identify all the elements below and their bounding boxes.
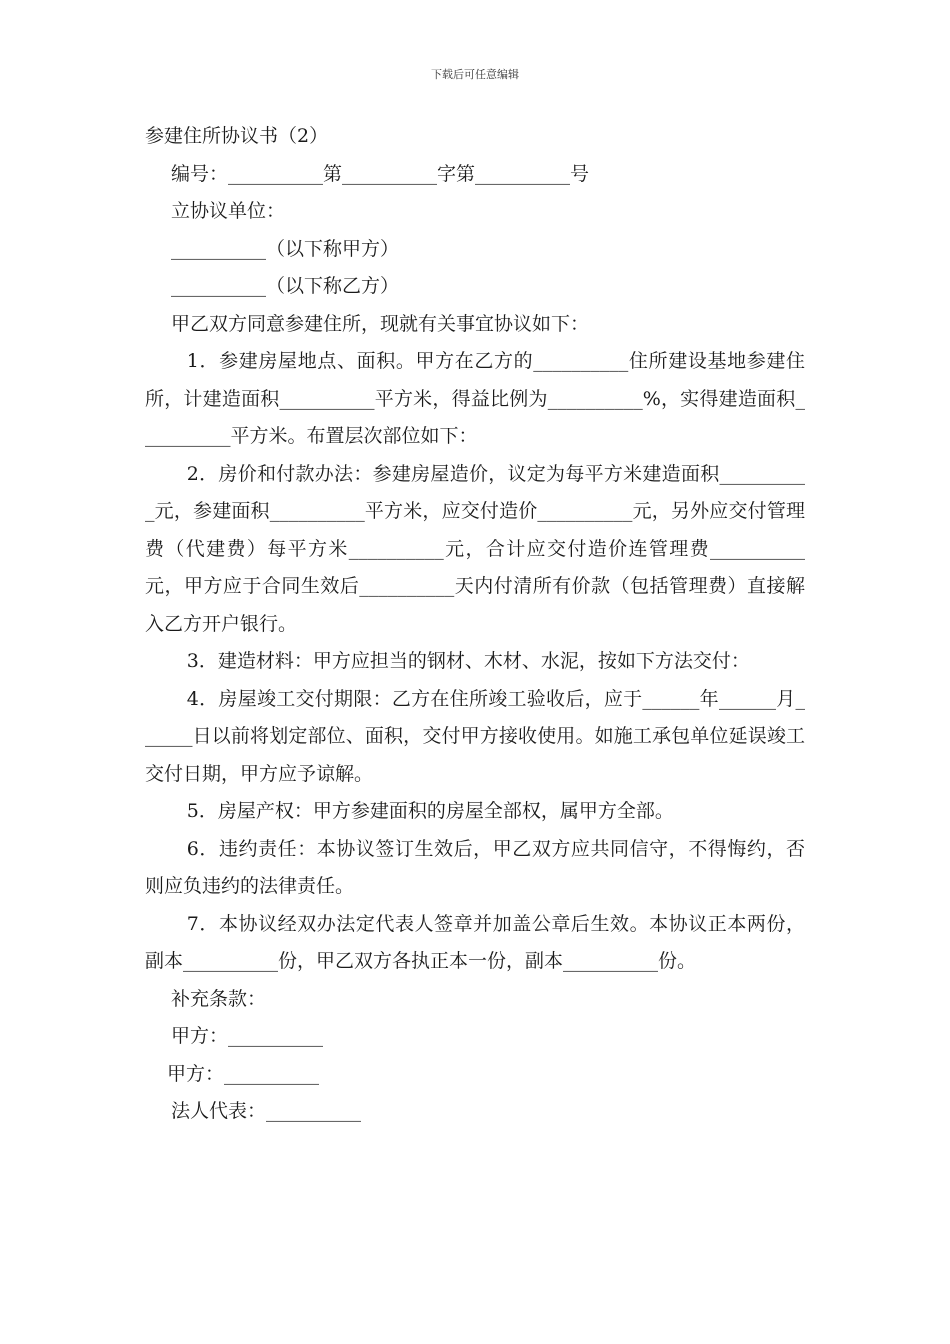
signature-party-a-1: 甲方：__________ bbox=[171, 1025, 324, 1047]
document-title: 参建住所协议书（2） bbox=[145, 125, 329, 147]
clause-2: 2．房价和付款办法：参建房屋造价，议定为每平方米建造面积__________元，参建面积__________平方米，应交付造价__________元，另外应交付管理费（代建费）每平方米__________元，合计应交付造价连管理费__________元，甲方应于合同生效后__________天内付清所有价款（包括管理费）直接解入乙方开户银行。 bbox=[145, 462, 805, 635]
signature-legal-rep: 法人代表：__________ bbox=[171, 1100, 362, 1122]
clause-5: 5．房屋产权：甲方参建面积的房屋全部权，属甲方全部。 bbox=[186, 800, 674, 822]
clause-1: 1．参建房屋地点、面积。甲方在乙方的__________住所建设基地参建住所，计建造面积__________平方米，得益比例为__________%，实得建造面积__________平方米。布置层次部位如下： bbox=[145, 350, 805, 447]
intro-paragraph: 甲乙双方同意参建住所，现就有关事宜协议如下： bbox=[171, 312, 590, 335]
clause-6: 6．违约责任：本协议签订生效后，甲乙双方应共同信守，不得悔约，否则应负违约的法律责任。 bbox=[145, 837, 805, 897]
header-watermark: 下载后可任意编辑 bbox=[431, 68, 519, 81]
parties-label: 立协议单位： bbox=[171, 200, 286, 222]
supplement-label: 补充条款： bbox=[171, 987, 267, 1010]
party-a-line: __________（以下称甲方） bbox=[171, 237, 400, 260]
clause-7: 7．本协议经双办法定代表人签章并加盖公章后生效。本协议正本两份，副本__________份，甲乙双方各执正本一份，副本__________份。 bbox=[145, 912, 805, 972]
clause-4: 4．房屋竣工交付期限：乙方在住所竣工验收后，应于______年______月______日以前将划定部位、面积，交付甲方接收使用。如施工承包单位延误竣工交付日期，甲方应予谅解。 bbox=[145, 687, 805, 785]
signature-party-a-2: 甲方：__________ bbox=[167, 1062, 320, 1085]
clause-3: 3．建造材料：甲方应担当的钢材、木材、水泥，按如下方法交付： bbox=[186, 650, 750, 672]
number-line: 编号：__________第__________字第__________号 bbox=[171, 162, 590, 185]
agreement-document bbox=[145, 118, 805, 1131]
party-b-line: __________（以下称乙方） bbox=[171, 275, 400, 297]
